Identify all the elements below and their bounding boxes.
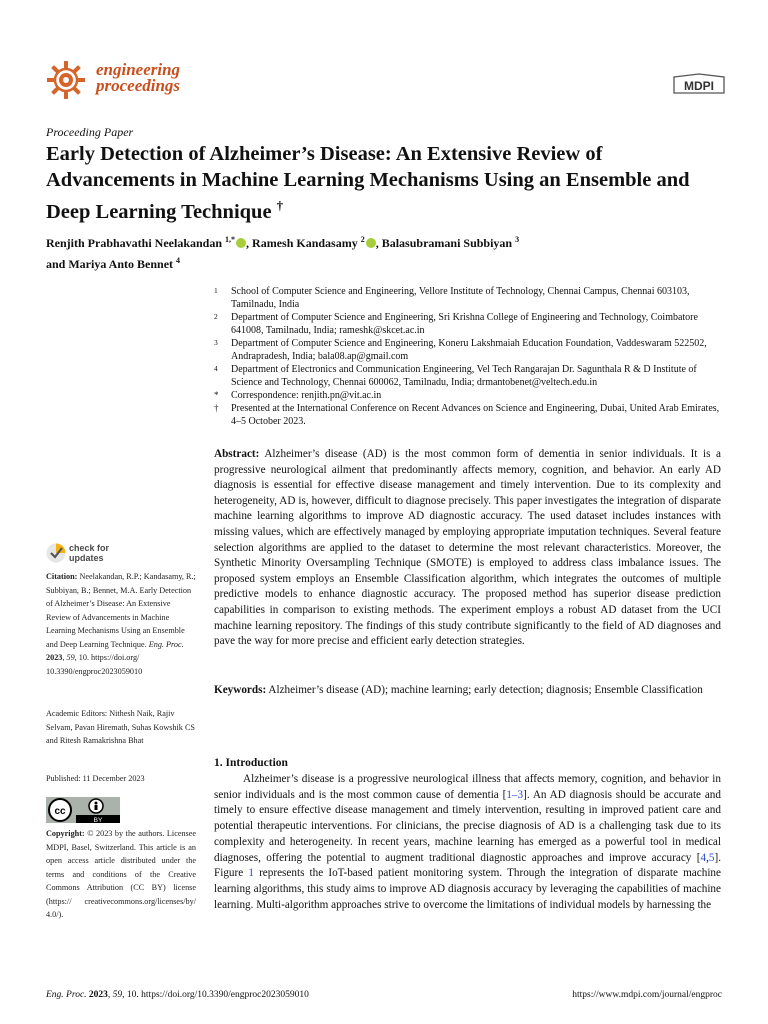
citation-volume: 59: [66, 653, 75, 662]
author-name[interactable]: Mariya Anto Bennet: [68, 257, 174, 271]
affiliation-mark: 2: [214, 312, 218, 321]
check-updates-label: [69, 543, 129, 563]
author-name[interactable]: Balasubramani Subbiyan: [381, 236, 513, 250]
paper-title: [46, 141, 726, 225]
author-sup: 1,*: [225, 235, 236, 244]
mdpi-logo-icon: [670, 73, 728, 95]
affiliation-mark: 3: [214, 338, 218, 347]
affiliation-text: Department of Electronics and Communication Engineering, Vel Tech Rangarajan Dr. Sagunthala R & D Institute of Science and Technology, Chennai 600062, Tamilnadu, India; drmantobenet@veltech.edu.in: [231, 364, 697, 388]
cc-by-icon: [46, 797, 120, 823]
affiliation-item: [214, 311, 724, 337]
orcid-icon[interactable]: [236, 238, 246, 248]
correspondence-text: Correspondence: renjith.pn@vit.ac.in: [231, 390, 382, 401]
author-sep: ,: [246, 236, 253, 250]
check-updates-icon: [46, 542, 66, 564]
copyright-text: © 2023 by the authors. Licensee MDPI, Basel, Switzerland. This article is an open access article distributed under the terms and conditions of the Creative Commons Attribution (CC BY) license (https:// creativecommons.org/licenses/by/ 4.0/).: [46, 829, 197, 919]
citation-text: Neelakandan, R.P.; Kandasamy, R.; Subbiyan, B.; Bennet, M.A. Early Detection of Alzheimer’s Disease: An Extensive Review of Advancements in Machine Learning Mechanisms Using an Ensemble and Deep Learning Technique.: [46, 572, 196, 649]
intro-text: represents the IoT-based patient monitoring system. Through the integration of disparate machine learning algorithms, this study aims to improve AD diagnosis accuracy by leveraging the capabilities of machine learning. Multi-algorithm approaches strive to overcome the limitations of individual models by harnessing the: [214, 867, 721, 911]
intro-text: ]. Figure: [214, 851, 721, 880]
check-updates-line1: check for: [69, 543, 110, 553]
citation-doi[interactable]: , 10. https://doi.org/ 10.3390/engproc2023059010: [46, 653, 143, 676]
affiliation-mark: *: [214, 390, 219, 400]
journal-logo-icon: [45, 59, 87, 101]
affiliation-item: [214, 402, 724, 428]
journal-name-line2: proceedings: [96, 76, 181, 95]
copyright-notice: [46, 827, 196, 922]
author-sup: 4: [176, 256, 181, 265]
title-text: Early Detection of Alzheimer’s Disease: An Extensive Review of Advancements in Machine Learning Mechanisms Using an Ensemble and Deep Learning Technique: [46, 143, 690, 223]
citation-block: Citation: Neelakandan, R.P.; Kandasamy, R.; Subbiyan, B.; Bennet, M.A. Early Detection of Alzheimer’s Disease: An Extensive Review of Advancements in Machine Learning Mechanisms Using an Ensemble and Deep Learning Technique. Eng. Proc. 2023, 59, 10. https://doi.org/ 10.3390/engproc2023059010: [46, 572, 196, 676]
keywords-text: Alzheimer’s disease (AD); machine learning; early detection; diagnosis; Ensemble Classification: [268, 684, 703, 696]
orcid-icon[interactable]: [366, 238, 376, 248]
keywords-label: Keywords:: [214, 684, 267, 696]
title-dagger: †: [276, 198, 284, 213]
citation-link[interactable]: 4: [700, 851, 707, 864]
introduction-body: [214, 772, 721, 913]
author-list: [46, 231, 726, 273]
affiliation-mark: 1: [214, 286, 218, 295]
affiliation-text: Department of Computer Science and Engineering, Sri Krishna College of Engineering and Technology, Coimbatore 641008, Tamilnadu, India; rameshk@skcet.ac.in: [231, 312, 698, 336]
intro-text: ]. An AD diagnosis should be accurate and timely to ensure effective disease management and timely intervention, resulting in improved patient care and potential therapeutic interventions. For clinicians, the precise diagnosis of AD is a challenging task due to its complexity and heterogeneity. In recent years, machine learning has emerged as a powerful tool in medical diagnoses, offering the potential to augment traditional diagnostic approaches and improve accuracy [: [214, 788, 721, 864]
figure-link[interactable]: 1: [248, 867, 254, 880]
by-label: BY: [93, 817, 103, 823]
affiliation-mark: 4: [214, 364, 218, 373]
footer-citation: Eng. Proc. 2023, 59, 10. https://doi.org/10.3390/engproc2023059010: [46, 990, 309, 1000]
intro-text: Alzheimer’s disease is a progressive neurological illness that affects memory, cognition, and behavior in senior individuals and is the most common cause of dementia [: [214, 773, 721, 801]
cc-label: cc: [54, 806, 66, 817]
affiliation-item: [214, 363, 724, 389]
author-sep: ,: [375, 236, 382, 250]
abstract-label: Abstract:: [214, 448, 260, 460]
author-sup: 3: [515, 235, 520, 244]
footer-volume: 59: [112, 990, 123, 1000]
cc-by-license-badge[interactable]: [46, 797, 120, 823]
conference-note: Presented at the International Conference on Recent Advances on Science and Engineering, Dubai, United Arab Emirates, 4–5 October 2023.: [231, 403, 720, 427]
published-date: Published: 11 December 2023: [46, 774, 145, 783]
author-name[interactable]: Ramesh Kandasamy: [252, 236, 358, 250]
copyright-label: Copyright:: [46, 829, 85, 838]
author-name[interactable]: Renjith Prabhavathi Neelakandan: [46, 236, 223, 250]
citation-link[interactable]: 5: [708, 851, 715, 864]
author-sep: and: [46, 257, 69, 271]
section-heading: 1. Introduction: [214, 757, 288, 769]
publisher-name: MDPI: [684, 79, 714, 93]
journal-name: [96, 62, 180, 94]
footer-journal-url[interactable]: https://www.mdpi.com/journal/engproc: [572, 990, 722, 1000]
footer-journal: Eng. Proc.: [46, 990, 87, 1000]
paper-type: Proceeding Paper: [46, 125, 134, 139]
affiliation-text: Department of Computer Science and Engineering, Koneru Lakshmaiah Education Foundation, Vaddeswaram 522502, Andrapradesh, India; bala08.ap@gmail.com: [231, 338, 707, 362]
citation-link[interactable]: 1–3: [506, 788, 524, 801]
affiliation-item: [214, 285, 724, 311]
check-updates-line2: updates: [69, 553, 104, 563]
citation-year: 2023: [46, 653, 63, 662]
affiliation-item: [214, 389, 724, 402]
introduction-paragraph: Alzheimer’s disease is a progressive neurological illness that affects memory, cognition, and behavior in senior individuals and is the most common cause of dementia [1–3]. An AD diagnosis should be accurate and timely to ensure effective disease management and timely intervention, resulting in improved patient care and potential therapeutic interventions. For clinicians, the precise diagnosis of AD is a challenging task due to its complexity and heterogeneity. In recent years, machine learning has emerged as a powerful tool in medical diagnoses, offering the potential to augment traditional diagnostic approaches and improve accuracy [4,5]. Figure 1 represents the IoT-based patient monitoring system. Through the integration of disparate machine learning algorithms, this study aims to improve AD diagnosis accuracy by leveraging the capabilities of machine learning. Multi-algorithm approaches strive to overcome the limitations of individual models by harnessing the: [214, 773, 721, 911]
author-sup: 2: [360, 235, 365, 244]
keywords: [214, 683, 721, 699]
abstract: [214, 447, 721, 650]
citation-label: Citation:: [46, 572, 78, 581]
affiliation-mark: †: [214, 403, 219, 413]
abstract-text: Alzheimer’s disease (AD) is the most common form of dementia in senior individuals. It is a progressive neurological ailment that predominantly affects memory, cognition, and behavior. An early AD diagnosis is essential for effective disease management and timely intervention. Due to its complexity and heterogeneity, AD is, however, difficult to diagnose precisely. This paper investigates the integration of disparate machine learning algorithms to improve AD diagnostic accuracy. The used dataset includes instances with missing values, which are effectively managed by employing appropriate imputation techniques. Several feature selection algorithms are applied to the dataset to determine the most relevant characteristics. Moreover, the Synthetic Minority Oversampling Technique (SMOTE) is employed to address class imbalance issues. The proposed system employs an Ensemble Classification algorithm, which integrates the outcomes of multiple predictive models to enhance diagnostic accuracy. The proposed method has superior disease prediction capabilities in comparison to existing methods. The experiment employs a robust AD dataset from the UCI machine learning repository. The findings of this study contribute significantly to the field of AD diagnoses and pave the way for more precise and efficient early detection strategies.: [214, 448, 721, 648]
footer-year: 2023: [88, 990, 108, 1000]
academic-editors: Academic Editors: Nithesh Naik, Rajiv Selvam, Pavan Hiremath, Suhas Kowshik CS and Ritesh Ramakrishna Bhat: [46, 709, 195, 745]
citation-journal: Eng. Proc.: [148, 639, 184, 649]
journal-name-line1: engineering: [96, 60, 181, 79]
footer-doi[interactable]: , 10. https://doi.org/10.3390/engproc2023059010: [122, 990, 309, 1000]
affiliation-text: School of Computer Science and Engineering, Vellore Institute of Technology, Chennai Campus, Chennai 603103, Tamilnadu, India: [231, 286, 690, 310]
affiliation-item: [214, 337, 724, 363]
affiliations: [214, 285, 724, 428]
